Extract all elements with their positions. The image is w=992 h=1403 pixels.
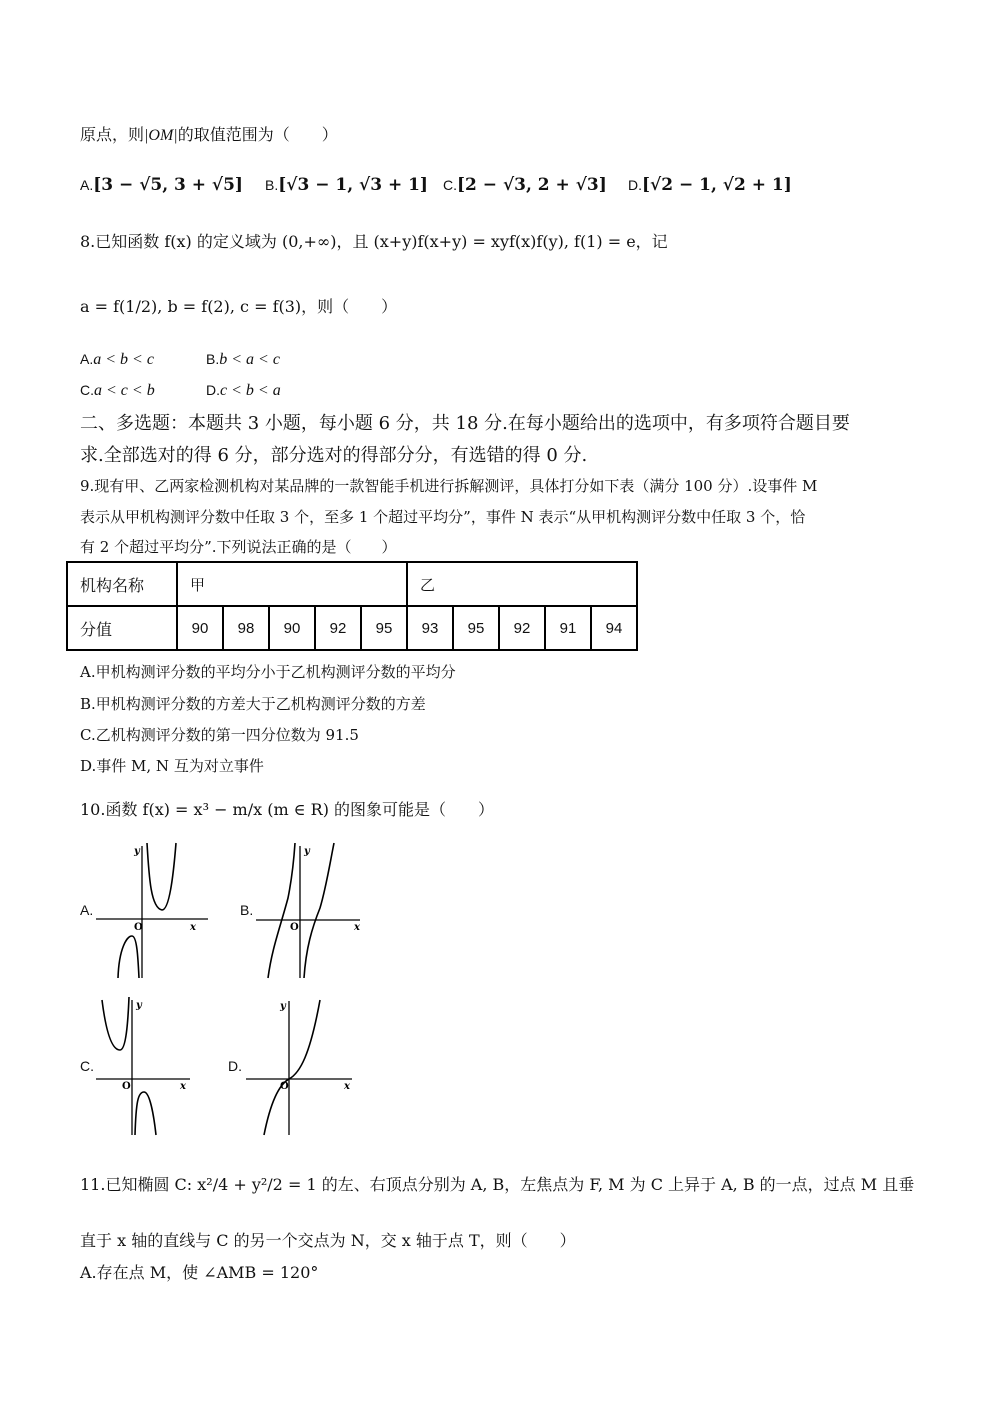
- q7-stem-pre: 原点，则: [80, 125, 145, 144]
- q9-stem-line2: 表示从甲机构测评分数中任取 3 个，至多 1 个超过平均分”，事件 N 表示“从甲机构测评分数中任取 3 个，恰: [80, 508, 806, 526]
- x-axis-label: x: [354, 922, 360, 933]
- q9-option-a[interactable]: A.甲机构测评分数的平均分小于乙机构测评分数的平均分: [80, 663, 456, 681]
- q7-option-c-text: [2 − √3, 2 + √3]: [457, 175, 607, 195]
- q7-option-b[interactable]: [265, 175, 428, 195]
- q10-option-d-label[interactable]: D.: [228, 1058, 242, 1074]
- section2-line1: 二、多选题：本题共 3 小题，每小题 6 分，共 18 分.在每小题给出的选项中，有多项符合题目要: [80, 413, 850, 434]
- q8-option-c-text: a < c < b: [94, 382, 155, 399]
- q9-score-table: [66, 561, 638, 651]
- x-axis-label: x: [190, 922, 196, 933]
- q8-option-d-label: D.: [206, 382, 220, 398]
- q8-option-b[interactable]: [206, 349, 280, 369]
- origin-label: O: [290, 922, 299, 933]
- col-header-institution: 机构名称: [67, 562, 177, 606]
- q8-stem-line1: 8.已知函数 f(x) 的定义域为 (0,+∞)，且 (x+y)f(x+y) = xyf(x)f(y), f(1) = e，记: [80, 232, 668, 251]
- q7-option-b-text: [√3 − 1, √3 + 1]: [278, 175, 428, 195]
- origin-label: O: [280, 1081, 289, 1092]
- q11-option-a[interactable]: A.存在点 M，使 ∠AMB = 120°: [80, 1263, 319, 1282]
- score-cell: 92: [499, 606, 545, 650]
- q10-option-c-label[interactable]: C.: [80, 1058, 94, 1074]
- score-cell: 90: [269, 606, 315, 650]
- y-axis-label: y: [134, 846, 140, 857]
- score-cell: 95: [453, 606, 499, 650]
- table-row: [67, 606, 637, 650]
- score-cell: 92: [315, 606, 361, 650]
- q8-option-a-label: A.: [80, 351, 94, 367]
- q7-option-d-label: D.: [628, 177, 642, 193]
- q8-option-b-text: b < a < c: [219, 351, 280, 368]
- origin-label: O: [122, 1081, 131, 1092]
- score-cell: 95: [361, 606, 407, 650]
- q11-stem-line1: 11.已知椭圆 C: x²/4 + y²/2 = 1 的左、右顶点分别为 A, B，左焦点为 F, M 为 C 上异于 A, B 的一点，过点 M 且垂: [80, 1175, 915, 1194]
- q7-option-d-text: [√2 − 1, √2 + 1]: [642, 175, 792, 195]
- group-a-header: 甲: [177, 562, 407, 606]
- q9-stem-line3: 有 2 个超过平均分”.下列说法正确的是（ ）: [80, 538, 397, 556]
- section2-line2: 求.全部选对的得 6 分，部分选对的得部分分，有选错的得 0 分.: [80, 445, 588, 466]
- q9-option-c[interactable]: C.乙机构测评分数的第一四分位数为 91.5: [80, 726, 359, 744]
- score-cell: 90: [177, 606, 223, 650]
- q8-stem-line2: a = f(1/2), b = f(2), c = f(3)，则（ ）: [80, 297, 398, 316]
- q7-option-a-label: A.: [80, 177, 94, 193]
- q8-option-c-label: C.: [80, 382, 94, 398]
- q7-om-expr: |OM|: [144, 127, 178, 144]
- x-axis-label: x: [344, 1081, 350, 1092]
- y-axis-label: y: [136, 1000, 142, 1011]
- q10-stem: 10.函数 f(x) = x³ − m/x (m ∈ R) 的图象可能是（ ）: [80, 800, 495, 819]
- x-axis-label: x: [180, 1081, 186, 1092]
- q7-option-c[interactable]: [443, 175, 607, 195]
- q10-graph-a[interactable]: [94, 838, 214, 980]
- q7-option-d[interactable]: [628, 175, 792, 195]
- q7-option-c-label: C.: [443, 177, 457, 193]
- group-b-header: 乙: [407, 562, 637, 606]
- q8-option-b-label: B.: [206, 351, 220, 367]
- origin-label: O: [134, 922, 143, 933]
- q8-option-a[interactable]: [80, 349, 154, 369]
- q7-stem-tail: [80, 122, 338, 145]
- q9-stem-line1: 9.现有甲、乙两家检测机构对某品牌的一款智能手机进行拆解测评，具体打分如下表（满分 100 分）.设事件 M: [80, 477, 818, 495]
- q8-option-d[interactable]: [206, 380, 281, 400]
- q7-option-a[interactable]: [80, 175, 243, 195]
- q7-stem-post: 的取值范围为（ ）: [177, 125, 338, 144]
- y-axis-label: y: [280, 1001, 286, 1012]
- q9-option-b[interactable]: B.甲机构测评分数的方差大于乙机构测评分数的方差: [80, 695, 426, 713]
- score-cell: 91: [545, 606, 591, 650]
- q7-option-a-text: [3 − √5, 3 + √5]: [93, 175, 243, 195]
- table-row: [67, 562, 637, 606]
- q8-option-d-text: c < b < a: [220, 382, 281, 399]
- q10-graph-d[interactable]: [244, 995, 360, 1137]
- row-header-score: 分值: [67, 606, 177, 650]
- q8-option-c[interactable]: [80, 380, 155, 400]
- q9-option-d[interactable]: D.事件 M, N 互为对立事件: [80, 757, 264, 775]
- score-cell: 94: [591, 606, 637, 650]
- q7-option-b-label: B.: [265, 177, 279, 193]
- q10-option-a-label[interactable]: A.: [80, 902, 94, 918]
- q10-graph-b[interactable]: [254, 838, 366, 980]
- q10-option-b-label[interactable]: B.: [240, 902, 254, 918]
- q10-graph-c[interactable]: [94, 992, 198, 1137]
- score-cell: 93: [407, 606, 453, 650]
- q11-stem-line2: 直于 x 轴的直线与 C 的另一个交点为 N，交 x 轴于点 T，则（ ）: [80, 1231, 576, 1250]
- q8-option-a-text: a < b < c: [93, 351, 154, 368]
- score-cell: 98: [223, 606, 269, 650]
- y-axis-label: y: [304, 846, 310, 857]
